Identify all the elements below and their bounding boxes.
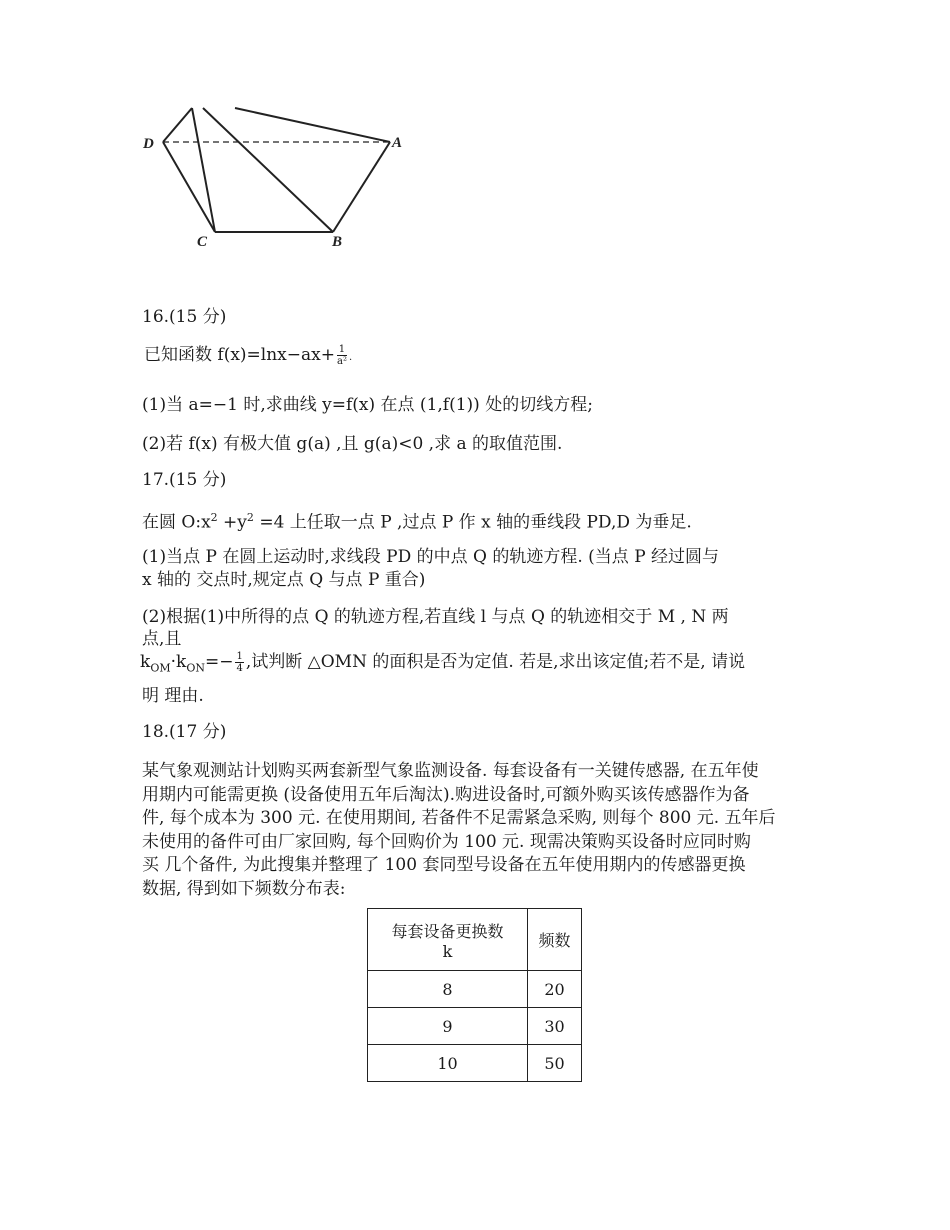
q17-fraction: [235, 651, 243, 674]
cell-k: 10: [368, 1045, 528, 1082]
q17-k-on-sub: ON: [186, 661, 205, 675]
edge-top-b: [203, 108, 333, 232]
q18-line-5: 买 几个备件, 为此搜集并整理了 100 套同型号设备在五年使用期内的传感器更换: [142, 855, 746, 875]
table-row: [368, 1045, 582, 1082]
q17-header: 17.(15 分): [142, 470, 227, 490]
q16-part1: (1)当 a=−1 时,求曲线 y=f(x) 在点 (1,f(1)) 处的切线方程;: [142, 395, 593, 415]
table-header-row: [368, 909, 582, 971]
label-b: B: [332, 234, 343, 250]
q17-part2-line2: 点,且: [142, 629, 182, 649]
q16-intro: [144, 344, 352, 369]
q17-part2-line3: [140, 651, 745, 679]
label-d: D: [143, 136, 154, 152]
geometry-figure: [0, 0, 950, 270]
q17-frac-den: 4: [236, 663, 243, 674]
cell-k: 9: [368, 1008, 528, 1045]
edge-b-a: [333, 142, 390, 232]
q16-frac-num: 1: [338, 344, 346, 355]
q17-part1-line1: (1)当点 P 在圆上运动时,求线段 PD 的中点 Q 的轨迹方程. (当点 P 经过圆与: [142, 547, 720, 567]
header-k-line1: 每套设备更换数: [391, 921, 504, 941]
q16-part2: (2)若 f(x) 有极大值 g(a) ,且 g(a)<0 ,求 a 的取值范围.: [142, 434, 563, 454]
q16-header: 16.(15 分): [142, 307, 227, 327]
header-cell-freq: 频数: [528, 909, 582, 971]
q16-function: [217, 345, 352, 365]
q16-fx-tail: .: [348, 352, 353, 363]
q17-part2-line1: (2)根据(1)中所得的点 Q 的轨迹方程,若直线 l 与点 Q 的轨迹相交于 M , N 两: [142, 607, 729, 627]
q16-intro-prefix: 已知函数: [144, 345, 212, 365]
q16-frac-den: a²: [336, 356, 347, 367]
q17-intro-c: =4 上任取一点 P ,过点 P 作 x 轴的垂线段 PD,D 为垂足.: [253, 512, 692, 533]
q17-part1-line2: x 轴的 交点时,规定点 Q 与点 P 重合): [142, 570, 426, 590]
edge-d-top: [163, 108, 192, 142]
q18-line-6: 数据, 得到如下频数分布表:: [142, 878, 346, 899]
q17-intro-b: +y: [217, 512, 247, 533]
table-row: [368, 971, 582, 1008]
cell-freq: 50: [528, 1045, 582, 1082]
label-c: C: [197, 234, 208, 250]
q17-intro-a: 在圆 O:x: [142, 512, 211, 533]
header-k-line2: k: [442, 941, 453, 961]
q18-header: 18.(17 分): [142, 722, 227, 742]
q17-dot: ·: [170, 652, 176, 672]
q18-line-2: 用期内可能需更换 (设备使用五年后淘汰).购进设备时,可额外购买该传感器作为备: [142, 784, 750, 805]
cell-k: 8: [368, 971, 528, 1008]
cell-freq: 20: [528, 971, 582, 1008]
q17-k-om-sub: OM: [150, 661, 171, 675]
table-row: [368, 1008, 582, 1045]
cell-freq: 30: [528, 1008, 582, 1045]
q17-part2-line3-tail: ,试判断 △OMN 的面积是否为定值. 若是,求出该定值;若不是, 请说: [245, 652, 746, 672]
q18-line-1: 某气象观测站计划购买两套新型气象监测设备. 每套设备有一关键传感器, 在五年使: [142, 761, 759, 781]
q17-k-om: k: [140, 652, 151, 672]
q17-frac-num: 1: [236, 651, 243, 662]
frequency-table: [367, 908, 582, 1082]
q17-intro: [142, 507, 692, 534]
q18-paragraph: [142, 760, 776, 901]
q18-line-3: 件, 每个成本为 300 元. 在使用期间, 若备件不足需紧急采购, 则每个 800 元. 五年后: [142, 808, 776, 828]
q17-eq-neg: =−: [204, 652, 234, 672]
q16-fraction: [337, 344, 347, 367]
q17-sup-x: 2: [210, 511, 218, 524]
q17-part2-line4: 明 理由.: [142, 686, 204, 706]
q17-k-on: k: [176, 652, 187, 672]
header-cell-k: [368, 909, 528, 971]
label-a: A: [392, 135, 403, 151]
q18-line-4: 未使用的备件可由厂家回购, 每个回购价为 100 元. 现需决策购买设备时应同时购: [142, 831, 751, 852]
edge-top-a: [235, 108, 390, 142]
q16-fx-main: f(x)=lnx−ax+: [217, 345, 335, 365]
q17-sup-y: 2: [246, 511, 254, 524]
